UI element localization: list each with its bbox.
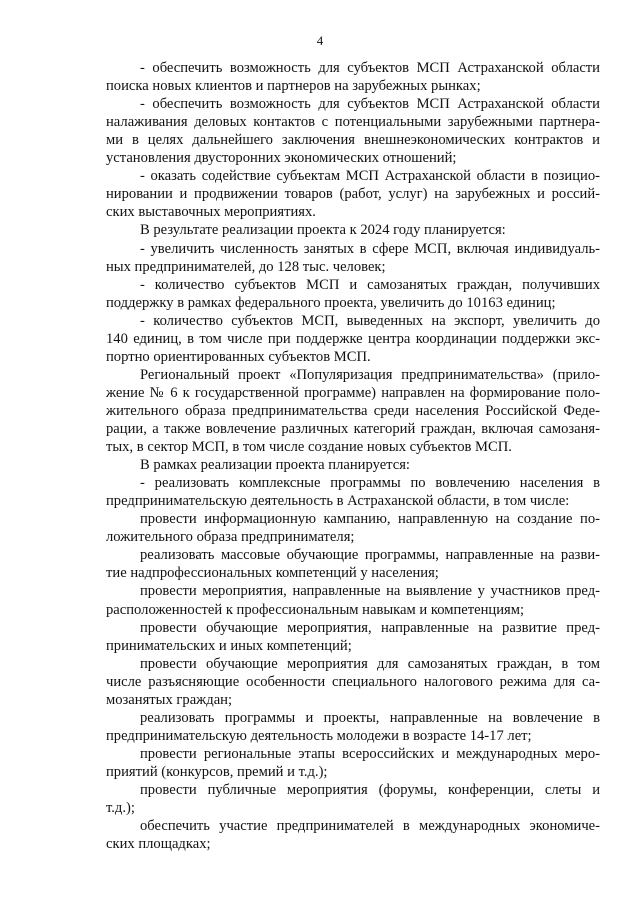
text-line: - количество субъектов МСП и самозанятых граждан, получивших	[140, 276, 600, 293]
text-line: - обеспечить возможность для субъектов МСП Астраханской области	[140, 60, 600, 76]
text-line: портно ориентированных субъектов МСП.	[106, 348, 371, 365]
text-line: В рамках реализации проекта планируется:	[140, 457, 410, 474]
text-line: предпринимательскую деятельность молодежи в возрасте 14-17 лет;	[106, 727, 532, 744]
text-line: тых, в сектор МСП, в том числе создание новых субъектов МСП.	[106, 439, 512, 456]
text-line: расположенностей к профессиональным навыкам и компетенциям;	[106, 601, 525, 618]
text-line: установления двусторонних экономических отношений;	[106, 150, 457, 167]
text-line: провести региональные этапы всероссийских и международных меро-	[140, 745, 600, 762]
text-line: мозанятых граждан;	[106, 691, 233, 708]
text-line: провести мероприятия, направленные на выявление у участников пред-	[140, 583, 600, 600]
text-line: - реализовать комплексные программы по вовлечению населения в	[140, 475, 600, 492]
text-line: провести обучающие мероприятия, направленные на развитие пред-	[140, 619, 600, 636]
text-line: числе разъясняющие особенности специального налогового режима для са-	[106, 673, 600, 690]
text-line: поиска новых клиентов и партнеров на зарубежных рынках;	[106, 78, 481, 95]
text-line: - количество субъектов МСП, выведенных на экспорт, увеличить до	[140, 312, 600, 329]
text-line: - оказать содействие субъектам МСП Астраханской области в позицио-	[140, 168, 600, 185]
text-line: обеспечить участие предпринимателей в международных экономиче-	[140, 818, 600, 835]
text-line: 140 единиц, в том числе при поддержке центра координации поддержки экс-	[106, 330, 600, 347]
text-line: провести обучающие мероприятия для самозанятых граждан, в том	[140, 655, 600, 672]
text-line: реализовать программы и проекты, направленные на вовлечение в	[140, 709, 600, 726]
text-line: ских выставочных мероприятиях.	[106, 204, 316, 221]
text-line: жительного образа предпринимательства среди населения Российской Феде-	[106, 402, 600, 419]
text-line: ских площадках;	[106, 836, 211, 853]
text-line: предпринимательскую деятельность в Астраханской области, в том числе:	[106, 493, 570, 510]
text-line: жение № 6 к государственной программе) направлен на формирование поло-	[106, 384, 600, 401]
text-line: принимательских и иных компетенций;	[106, 637, 352, 654]
text-line: провести публичные мероприятия (форумы, конференции, слеты и	[140, 782, 600, 798]
text-line: ных предпринимателей, до 128 тыс. человек;	[106, 258, 386, 275]
text-line: ложительного образа предпринимателя;	[106, 529, 355, 546]
text-line: - увеличить численность занятых в сфере МСП, включая индивидуаль-	[140, 240, 600, 257]
text-line: поддержку в рамках федерального проекта, увеличить до 10163 единиц;	[106, 294, 556, 311]
text-line: провести информационную кампанию, направленную на создание по-	[140, 511, 600, 528]
text-line: ми в целях дальнейшего заключения внешнеэкономических контрактов и	[106, 132, 600, 149]
text-line: т.д.);	[106, 800, 135, 817]
text-line: рации, а также вовлечение различных категорий граждан, включая самозаня-	[106, 421, 600, 437]
text-line: Региональный проект «Популяризация предпринимательства» (прило-	[140, 366, 600, 383]
text-line: тие надпрофессиональных компетенций у населения;	[106, 565, 439, 582]
text-line: нировании и продвижении товаров (работ, услуг) на зарубежных и россий-	[106, 186, 600, 203]
text-line: В результате реализации проекта к 2024 году планируется:	[140, 222, 506, 239]
text-line: приятий (конкурсов, премий и т.д.);	[106, 763, 328, 780]
text-line: налаживания деловых контактов с потенциальными зарубежными партнера-	[106, 114, 600, 131]
text-line: - обеспечить возможность для субъектов МСП Астраханской области	[140, 96, 600, 113]
page-number: 4	[316, 33, 324, 48]
text-line: реализовать массовые обучающие программы, направленные на разви-	[140, 547, 600, 564]
